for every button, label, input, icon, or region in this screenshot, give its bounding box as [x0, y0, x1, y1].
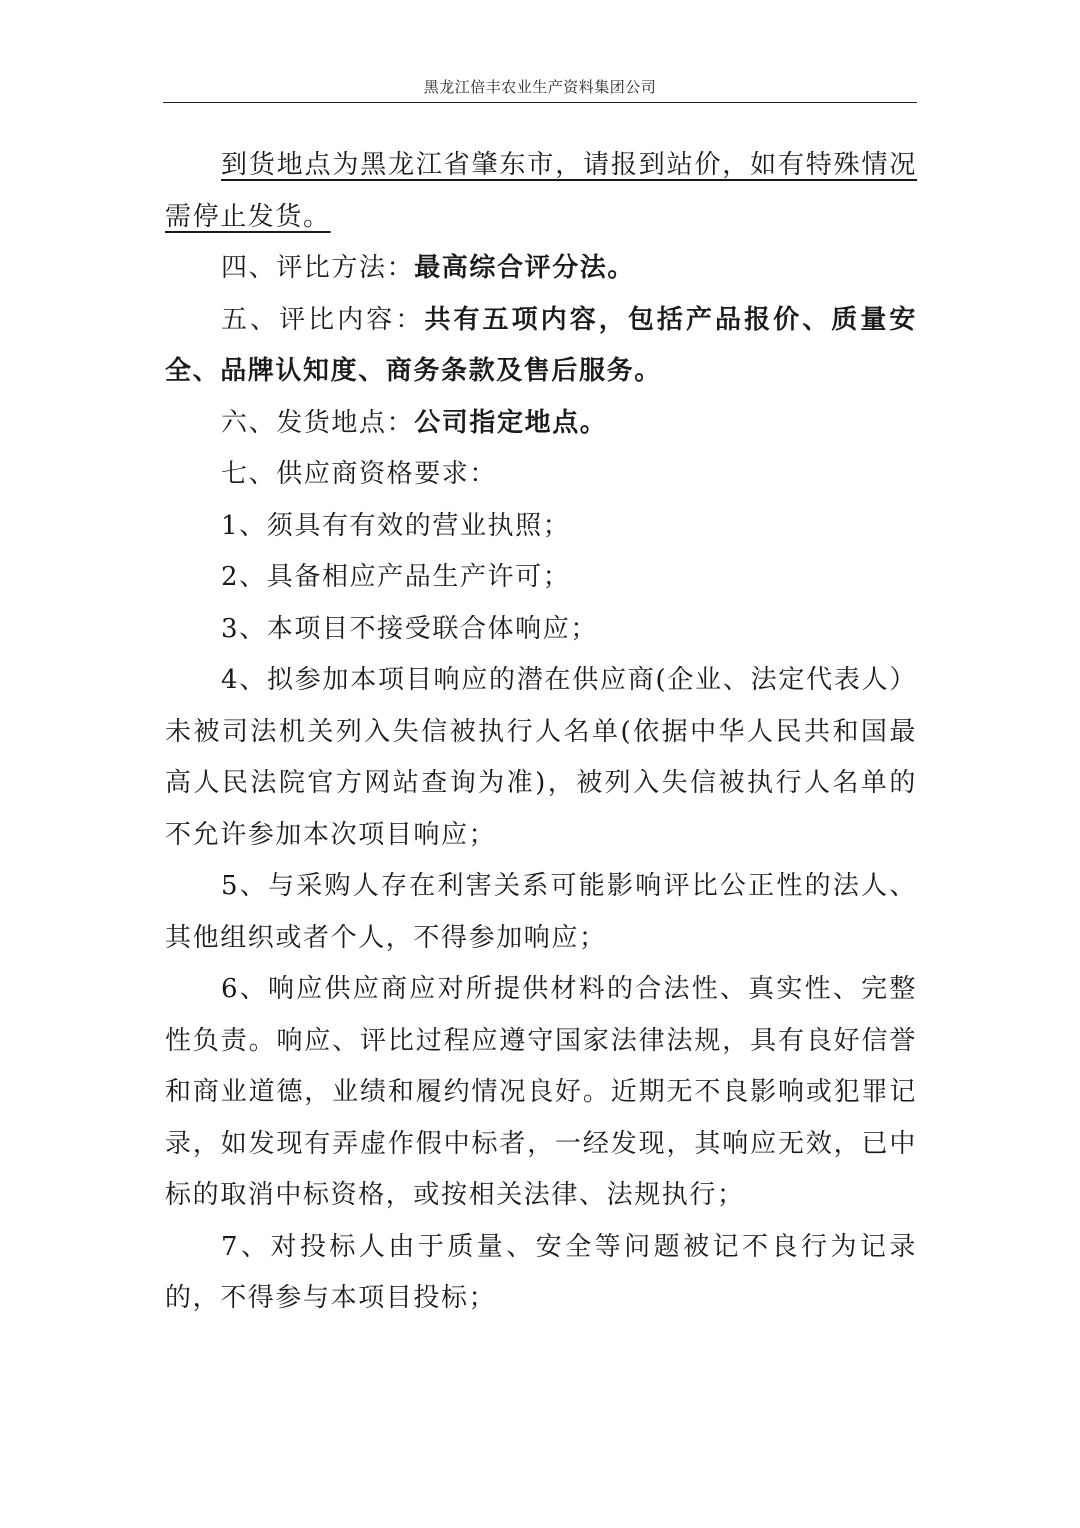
requirement-6: 6、响应供应商应对所提供材料的合法性、真实性、完整性负责。响应、评比过程应遵守国家法律法规，具有良好信誉和商业道德，业绩和履约情况良好。近期无不良影响或犯罪记录，如发现有弄虚作假中标者，一经发现，其响应无效，已中标的取消中标资格，或按相关法律、法规执行；: [165, 974, 917, 1210]
supplier-qualification-heading: 七、供应商资格要求：: [221, 459, 498, 489]
requirement-5: 5、与采购人存在利害关系可能影响评比公正性的法人、其他组织或者个人，不得参加响应；: [165, 871, 917, 953]
evaluation-content-label: 五、评比内容：: [221, 304, 425, 335]
evaluation-method-paragraph: [165, 243, 917, 295]
requirement-1: 1、须具有有效的营业执照；: [221, 510, 571, 541]
requirement-7: 7、对投标人由于质量、安全等问题被记不良行为记录的，不得参与本项目投标；: [165, 1231, 917, 1313]
shipping-location-value: 公司指定地点。: [414, 407, 608, 438]
document-body: [165, 140, 917, 1325]
delivery-note-text: 到货地点为黑龙江省肇东市，请报到站价，如有特殊情况需停止发货。: [165, 150, 917, 232]
requirement-3: 3、本项目不接受联合体响应；: [221, 613, 598, 644]
company-name: 黑龙江倍丰农业生产资料集团公司: [423, 78, 657, 96]
requirement-2: 2、具备相应产品生产许可；: [221, 562, 571, 592]
evaluation-method-label: 四、评比方法：: [221, 253, 415, 283]
shipping-location-paragraph: [165, 398, 917, 450]
page-header: [163, 74, 917, 103]
shipping-location-label: 六、发货地点：: [221, 407, 415, 438]
evaluation-content-value: 共有五项内容，包括产品报价、质量安全、品牌认知度、商务条款及售后服务。: [165, 304, 918, 386]
requirement-4: 4、拟参加本项目响应的潜在供应商(企业、法定代表人）未被司法机关列入失信被执行人名单(依据中华人民共和国最高人民法院官方网站查询为准)，被列入失信被执行人名单的不允许参加本次项目响应；: [165, 665, 917, 850]
delivery-note-paragraph: [165, 140, 917, 243]
evaluation-method-value: 最高综合评分法。: [414, 253, 636, 283]
evaluation-content-paragraph: [165, 295, 917, 398]
